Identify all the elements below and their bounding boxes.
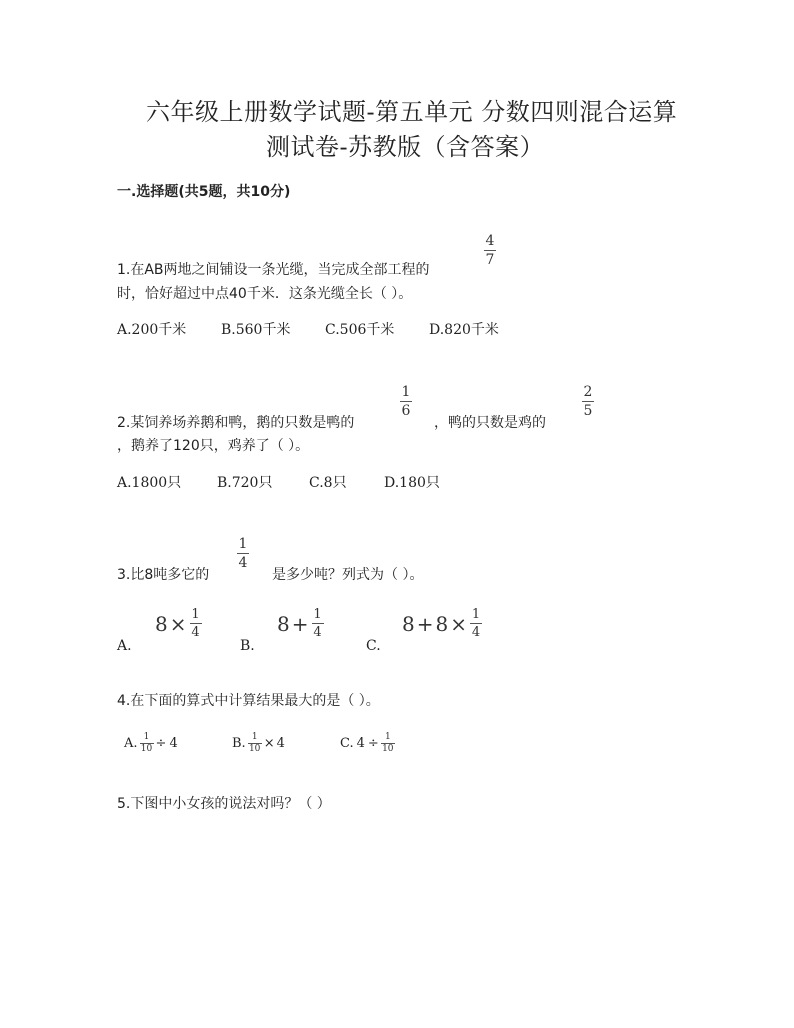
question-3-option-b-expression[interactable]: [277, 608, 324, 639]
question-3-option-a-expression[interactable]: [155, 608, 202, 639]
question-4-stem: 4.在下面的算式中计算结果最大的是（ ）。: [117, 693, 380, 709]
fraction-bar: [400, 401, 412, 402]
fraction-bar: [237, 553, 249, 554]
expression-number: 4: [276, 736, 285, 751]
question-2-option-b[interactable]: B.720只: [217, 475, 273, 491]
expression-number: 4: [169, 736, 178, 751]
question-3-stem-part2: 是多少吨？列式为（ ）。: [272, 567, 424, 583]
question-1-option-c[interactable]: C.506千米: [325, 322, 395, 338]
question-4-option-c[interactable]: [340, 733, 397, 754]
question-3-option-b-label[interactable]: B.: [240, 638, 255, 654]
question-2-option-d[interactable]: D.180只: [384, 475, 440, 491]
fraction-bar: [484, 250, 496, 251]
fraction-numerator: 1: [313, 607, 322, 622]
question-4-option-a[interactable]: [124, 733, 178, 754]
question-1-stem-line2: 时，恰好超过中点40千米．这条光缆全长（ ）。: [117, 286, 413, 302]
question-1-option-d[interactable]: D.820千米: [429, 322, 499, 338]
fraction-numerator: 2: [583, 384, 593, 400]
fraction-numerator: 1: [471, 607, 481, 622]
fraction-denominator: 4: [191, 625, 200, 640]
question-2-option-c[interactable]: C.8只: [309, 475, 347, 491]
fraction-numerator: 1: [384, 732, 391, 742]
question-2-stem-line2: ，鹅养了120只，鸡养了（ ）。: [117, 438, 310, 454]
question-2-option-a[interactable]: A.1800只: [117, 475, 182, 491]
times-operator: ×: [169, 611, 187, 636]
expression-number: 8: [155, 611, 168, 636]
question-3-option-c-label[interactable]: C.: [366, 638, 381, 654]
fraction-denominator: 4: [471, 625, 481, 640]
fraction-1-10: [381, 733, 395, 754]
fraction-1-10: [140, 733, 154, 754]
fraction-1-4: [470, 608, 482, 639]
expression-number: 8: [277, 611, 290, 636]
option-label: B.: [232, 736, 246, 751]
fraction-numerator: 1: [238, 536, 248, 552]
fraction-bar: [312, 623, 324, 624]
divide-operator: ÷: [367, 736, 379, 751]
question-5-stem: 5.下图中小女孩的说法对吗？（ ）: [117, 796, 331, 812]
fraction-2-5: [582, 385, 594, 418]
option-label: A.: [124, 736, 138, 751]
divide-operator: ÷: [155, 736, 167, 751]
question-1-stem-line1: 1.在AB两地之间铺设一条光缆，当完成全部工程的: [117, 262, 430, 278]
fraction-denominator: 10: [140, 744, 153, 754]
fraction-numerator: 1: [401, 384, 411, 400]
fraction-numerator: 1: [191, 607, 200, 622]
fraction-bar: [190, 623, 202, 624]
plus-operator: +: [416, 611, 434, 636]
question-1-option-a[interactable]: A.200千米: [117, 322, 187, 338]
expression-number: 8: [435, 611, 449, 636]
question-3-option-c-expression[interactable]: [402, 608, 482, 639]
fraction-bar: [582, 401, 594, 402]
question-4-option-b[interactable]: [232, 733, 285, 754]
fraction-denominator: 4: [238, 555, 248, 571]
question-2-stem-part1: 2.某饲养场养鹅和鸭，鹅的只数是鸭的: [117, 415, 355, 431]
document-title-line1: 六年级上册数学试题-第五单元 分数四则混合运算: [146, 98, 678, 126]
fraction-numerator: 1: [251, 732, 258, 742]
expression-number: 4: [356, 736, 365, 751]
fraction-numerator: 1: [143, 732, 150, 742]
question-3-stem-part1: 3.比8吨多它的: [117, 567, 210, 583]
fraction-denominator: 5: [583, 403, 593, 419]
fraction-1-4: [312, 608, 324, 639]
option-label: C.: [340, 736, 354, 751]
fraction-numerator: 4: [485, 233, 495, 249]
question-2-stem-part2: ，鸭的只数是鸡的: [434, 415, 546, 431]
fraction-1-4: [190, 608, 202, 639]
expression-number: 8: [402, 611, 415, 636]
fraction-denominator: 4: [313, 625, 322, 640]
question-3-option-a-label[interactable]: A.: [117, 638, 132, 654]
fraction-bar: [470, 623, 482, 624]
fraction-denominator: 10: [248, 744, 261, 754]
plus-operator: +: [291, 611, 309, 636]
fraction-denominator: 7: [485, 252, 495, 268]
fraction-denominator: 6: [401, 403, 411, 419]
fraction-4-7: [484, 234, 496, 267]
times-operator: ×: [263, 736, 275, 751]
question-1-option-b[interactable]: B.560千米: [221, 322, 291, 338]
fraction-1-4: [237, 537, 249, 570]
times-operator: ×: [450, 611, 467, 636]
fraction-1-10: [248, 733, 262, 754]
fraction-1-6: [400, 385, 412, 418]
fraction-denominator: 10: [382, 744, 394, 754]
document-title-line2: 测试卷-苏教版（含答案）: [266, 133, 545, 161]
section-heading: 一.选择题(共5题，共10分): [117, 184, 291, 200]
